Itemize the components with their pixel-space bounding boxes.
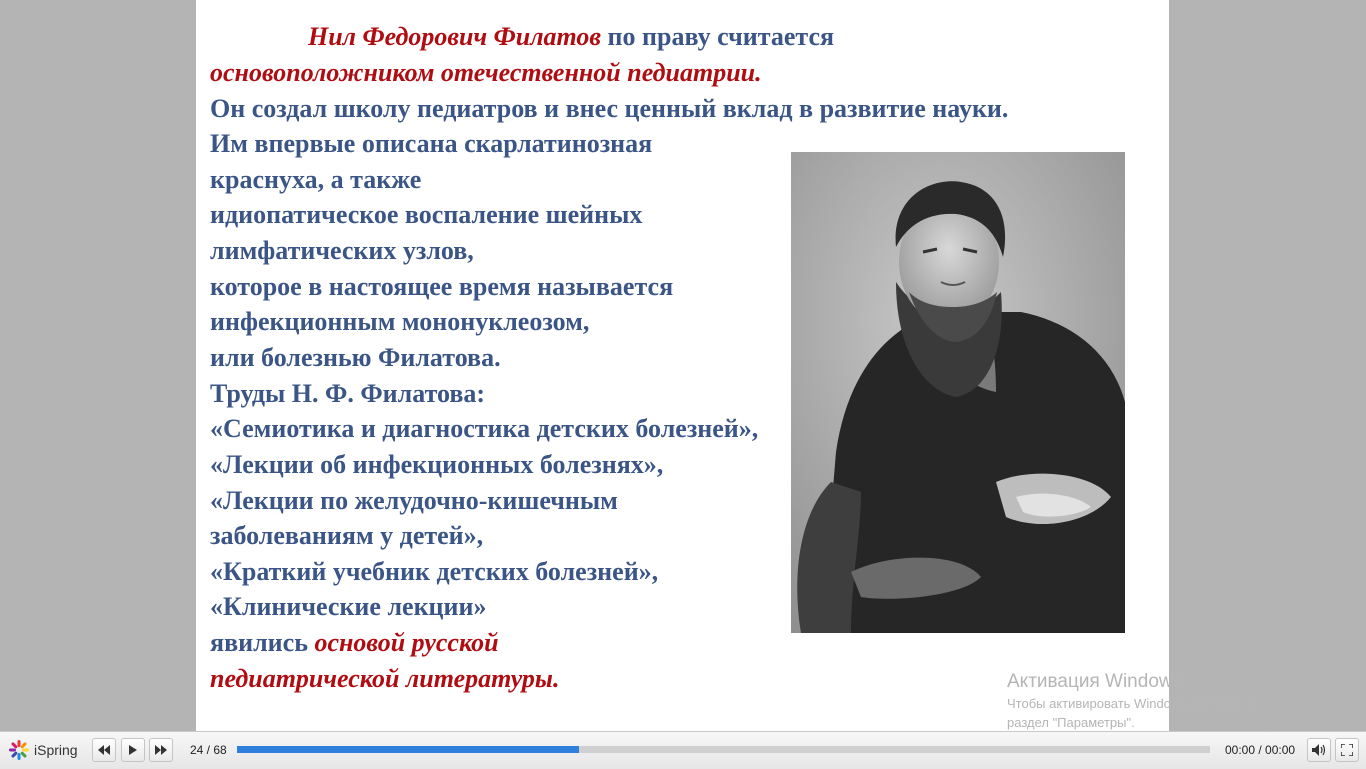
- body-text: «Семиотика и диагностика детских болезней»,: [210, 414, 759, 443]
- slide-counter: 24 / 68: [190, 743, 227, 757]
- progress-bar[interactable]: [237, 746, 1210, 753]
- highlighted-text: педиатрической литературы.: [210, 664, 560, 693]
- slide-text-line: [210, 557, 658, 587]
- body-text: «Лекции по желудочно-кишечным: [210, 486, 618, 515]
- volume-button[interactable]: [1307, 738, 1331, 762]
- slide-text-line: [210, 236, 474, 266]
- slide-text-line: [210, 272, 673, 302]
- body-text: лимфатических узлов,: [210, 236, 474, 265]
- slide-text-line: [210, 414, 758, 444]
- body-text: Он создал школу педиатров и внес ценный вклад в развитие науки.: [210, 94, 1009, 123]
- slide-text-line: [210, 592, 487, 622]
- body-text: заболеваниям у детей»,: [210, 521, 484, 550]
- slide-text-line: [210, 129, 652, 159]
- play-button[interactable]: [121, 738, 145, 762]
- slide-text-line: [210, 343, 501, 373]
- body-text: «Клинические лекции»: [210, 592, 487, 621]
- player-toolbar: [0, 731, 1366, 769]
- body-text: или болезнью Филатова.: [210, 343, 501, 372]
- watermark-title: Активация Windows: [1007, 671, 1183, 692]
- slide-text-line: [210, 521, 483, 551]
- ispring-logo-text: iSpring: [34, 742, 78, 758]
- body-text: Им впервые описана скарлатинозная: [210, 129, 653, 158]
- fullscreen-button[interactable]: [1335, 738, 1359, 762]
- slide-text-line: [210, 379, 485, 409]
- slide-text-line: [308, 22, 834, 52]
- previous-slide-icon: [98, 745, 110, 755]
- body-text: «Лекции об инфекционных болезнях»,: [210, 450, 664, 479]
- body-text: которое в настоящее время называется: [210, 272, 674, 301]
- slide-text-line: [210, 200, 642, 230]
- highlighted-text: Нил Федорович Филатов: [308, 22, 602, 51]
- body-text: явились: [210, 628, 315, 657]
- body-text: «Краткий учебник детских болезней»,: [210, 557, 659, 586]
- windows-activation-watermark: [1007, 670, 1268, 732]
- next-slide-icon: [155, 745, 167, 755]
- body-text: идиопатическое воспаление шейных: [210, 200, 643, 229]
- watermark-line-2: раздел "Параметры".: [1007, 715, 1135, 730]
- slide-text-line: [210, 94, 1008, 124]
- watermark-line-1: Чтобы активировать Windows, перейдите в: [1007, 696, 1269, 711]
- play-icon: [128, 745, 138, 755]
- highlighted-text: основой русской: [314, 628, 499, 657]
- slide-text-line: [210, 58, 762, 88]
- slide-text-line: [210, 165, 421, 195]
- body-text: по праву считается: [601, 22, 835, 51]
- slide-text-line: [210, 307, 589, 337]
- body-text: краснуха, а также: [210, 165, 422, 194]
- ispring-logo: [8, 738, 78, 762]
- body-text: Труды Н. Ф. Филатова:: [210, 379, 486, 408]
- highlighted-text: основоположником отечественной педиатрии.: [210, 58, 762, 87]
- volume-icon: [1312, 744, 1326, 756]
- portrait-image: [791, 152, 1125, 633]
- slide-text-line: [210, 664, 559, 694]
- progress-fill: [237, 746, 579, 753]
- ispring-logo-icon: [8, 739, 30, 761]
- slide-canvas: [196, 0, 1169, 731]
- timecode: 00:00 / 00:00: [1225, 743, 1296, 757]
- previous-slide-button[interactable]: [92, 738, 116, 762]
- fullscreen-icon: [1341, 744, 1353, 756]
- next-slide-button[interactable]: [149, 738, 173, 762]
- slide-text-line: [210, 628, 499, 658]
- slide-text-line: [210, 486, 618, 516]
- body-text: инфекционным мононуклеозом,: [210, 307, 590, 336]
- slide-text-line: [210, 450, 663, 480]
